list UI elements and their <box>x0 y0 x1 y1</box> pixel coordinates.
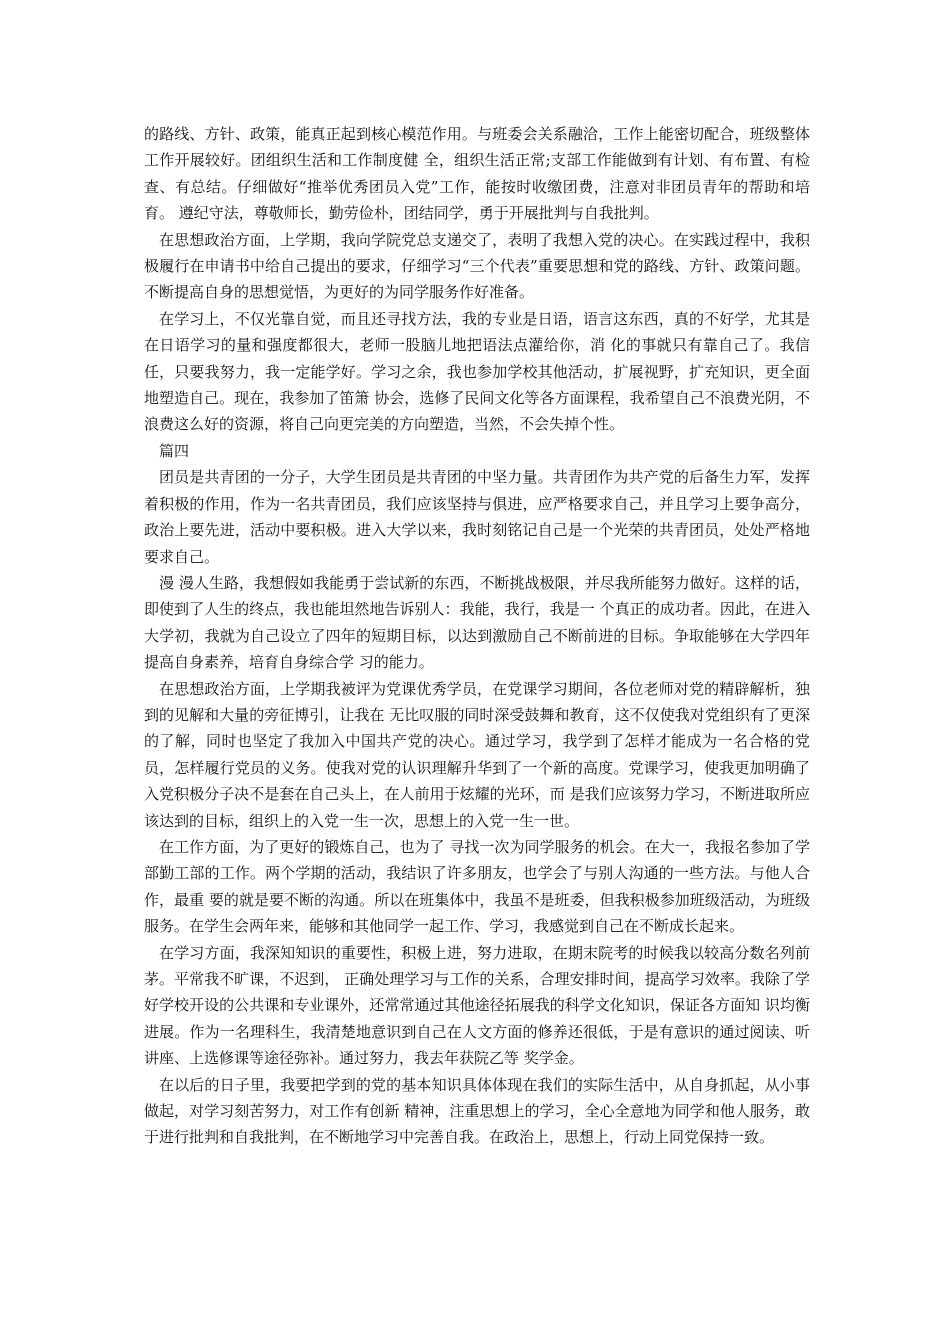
paragraph-work: 在工作方面，为了更好的锻炼自己，也为了 寻找一次为同学服务的机会。在大一，我报名参加了学部勤工部的工作。两个学期的活动，我结识了许多朋友，也学会了与别人沟通的一些方法。与他人合作，最重 要的就是要不断的沟通。所以在班集体中，我虽不是班委，但我积极参加班级活动，为班级服务。在学生会两年来，能够和其他同学一起工作、学习，我感觉到自己在不断成长起来。 <box>144 837 810 936</box>
paragraph-political-study: 在思想政治方面，上学期，我向学院党总支递交了，表明了我想入党的决心。在实践过程中，我积极履行在申请书中给自己提出的要求，仔细学习“三个代表”重要思想和党的路线、方针、政策问题。不断提高自身的思想觉悟，为更好的为同学服务作好准备。 <box>144 230 810 302</box>
paragraph-party-course: 在思想政治方面，上学期我被评为党课优秀学员，在党课学习期间，各位老师对党的精辟解析，独到的见解和大量的旁征博引，让我在 无比叹服的同时深受鼓舞和教育，这不仅使我对党组织有了更深的了解，同时也坚定了我加入中国共产党的决心。通过学习，我学到了怎样才能成为一名合格的党 员，怎样履行党员的义务。使我对党的认识理解升华到了一个新的高度。党课学习，使我更加明确了入党积极分子决不是套在自己头上，在人前用于炫耀的光环，而 是我们应该努力学习，不断进取所应该达到的目标，组织上的入党一生一次，思想上的入党一生一世。 <box>144 679 810 830</box>
paragraph-life-goals: 漫 漫人生路，我想假如我能勇于尝试新的东西，不断挑战极限，并尽我所能努力做好。这样的话，即使到了人生的终点，我也能坦然地告诉别人：我能，我行，我是一 个真正的成功者。因此，在进入大学初，我就为自己设立了四年的短期目标，以达到激励自己不断前进的目标。争取能够在大学四年提高自身素养，培育自身综合学 习的能力。 <box>144 573 810 672</box>
paragraph-future: 在以后的日子里，我要把学到的党的基本知识具体体现在我们的实际生活中，从自身抓起，从小事做起，对学习刻苦努力，对工作有创新 精神，注重思想上的学习，全心全意地为同学和他人服务，敢于进行批判和自我批判，在不断地学习中完善自我。在政治上，思想上，行动上同党保持一致。 <box>144 1075 810 1147</box>
document-body <box>144 121 810 1151</box>
paragraph-continuation: 的路线、方针、政策，能真正起到核心模范作用。与班委会关系融洽，工作上能密切配合，班级整体工作开展较好。团组织生活和工作制度健 全，组织生活正常;支部工作能做到有计划、有布置、有检查、有总结。仔细做好“推举优秀团员入党”工作，能按时收缴团费，注意对非团员青年的帮助和培育。 遵纪守法，尊敬师长，勤劳俭朴，团结同学，勇于开展批判与自我批判。 <box>144 125 810 223</box>
paragraph-learning: 在学习上，不仅光靠自觉，而且还寻找方法，我的专业是日语，语言这东西，真的不好学，尤其是在日语学习的量和强度都很大，老师一股脑儿地把语法点灌给你，消 化的事就只有靠自己了。我信任，只要我努力，我一定能学好。学习之余，我也参加学校其他活动，扩展视野，扩充知识，更全面地塑造自己。现在，我参加了笛箫 协会，选修了民间文化等各方面课程，我希望自己不浪费光阴，不浪费这么好的资源，将自己向更完美的方向塑造，当然，不会失掉个性。 <box>144 309 810 434</box>
section-heading-part-four: 篇四 <box>159 441 190 460</box>
paragraph-league-member: 团员是共青团的一分子，大学生团员是共青团的中坚力量。共青团作为共产党的后备生力军，发挥着积极的作用，作为一名共青团员，我们应该坚持与俱进，应严格要求自己，并且学习上要争高分，政治上要先进，活动中要积极。进入大学以来，我时刻铭记自己是一个光荣的共青团员，处处严格地要求自己。 <box>144 468 810 566</box>
paragraph-study: 在学习方面，我深知知识的重要性，积极上进，努力进取，在期末院考的时候我以较高分数名列前茅。平常我不旷课，不迟到， 正确处理学习与工作的关系，合理安排时间，提高学习效率。我除了学好学校开设的公共课和专业课外，还常常通过其他途径拓展我的科学文化知识，保证各方面知 识均衡进展。作为一名理科生，我清楚地意识到自己在人文方面的修养还很低，于是有意识的通过阅读、听讲座、上选修课等途径弥补。通过努力，我去年获院乙等 奖学金。 <box>144 943 810 1068</box>
